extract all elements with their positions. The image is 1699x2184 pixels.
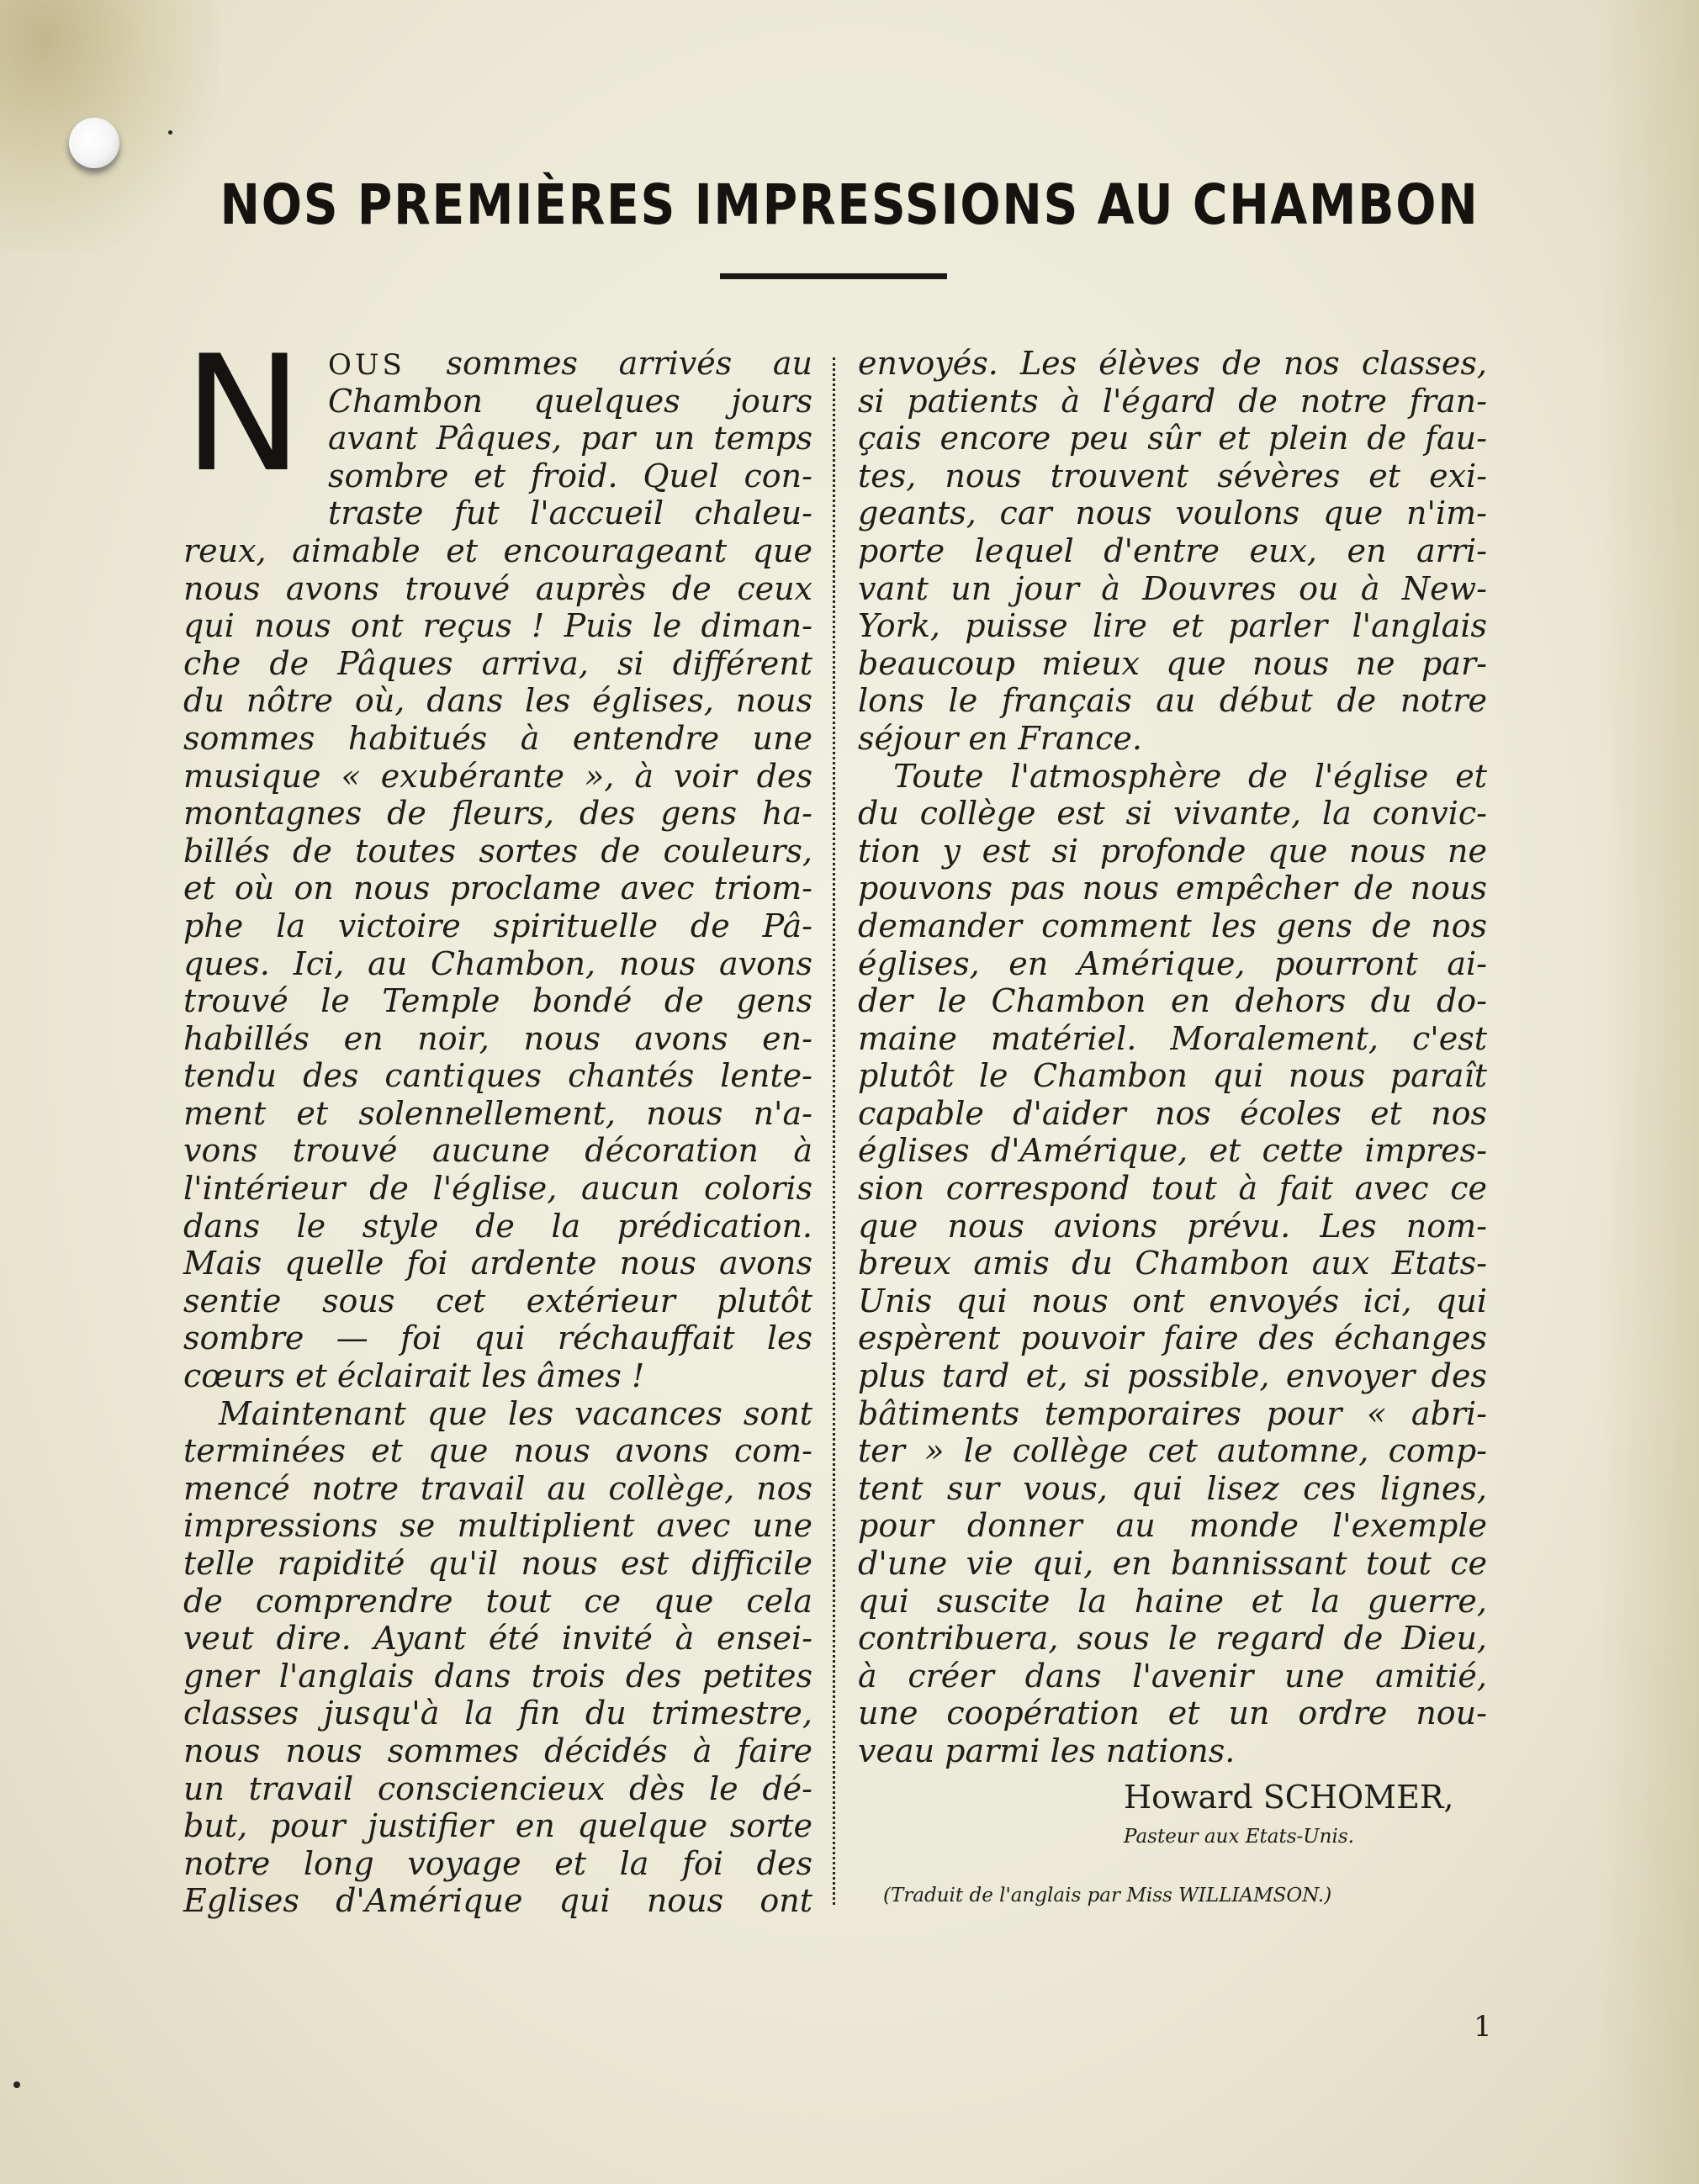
- text-line: der le Chambon en dehors du do-: [858, 982, 1487, 1020]
- text-line: de comprendre tout ce que cela: [183, 1582, 812, 1620]
- page-title: NOS PREMIÈRES IMPRESSIONS AU CHAMBON: [220, 172, 1479, 237]
- text-line: avant Pâques, par un temps: [328, 420, 812, 457]
- text-line: mencé notre travail au collège, nos: [183, 1469, 812, 1507]
- paper-edge-shadow: [1598, 0, 1699, 2184]
- text-line: porte lequel d'entre eux, en arri-: [858, 531, 1487, 569]
- text-line: sentie sous cet extérieur plutôt: [183, 1282, 812, 1319]
- text-line: reux, aimable et encourageant que: [183, 531, 812, 569]
- signature: Howard SCHOMER,: [1124, 1779, 1454, 1816]
- text-line: qui nous ont reçus ! Puis le diman-: [183, 607, 812, 645]
- text-line: une coopération et un ordre nou-: [858, 1695, 1487, 1732]
- speck: [13, 2081, 20, 2088]
- page-number: 1: [1474, 2010, 1492, 2044]
- text-line: maine matériel. Moralement, c'est: [858, 1019, 1487, 1057]
- text-line: traste fut l'accueil chaleu-: [328, 494, 812, 532]
- text-line: pouvons pas nous empêcher de nous: [858, 870, 1487, 907]
- text-line: montagnes de fleurs, des gens ha-: [183, 795, 812, 833]
- text-line: Eglises d'Amérique qui nous ont: [183, 1882, 812, 1920]
- punch-hole: [69, 118, 119, 168]
- text-line: dans le style de la prédication.: [183, 1207, 812, 1245]
- text-line: veut dire. Ayant été invité à ensei-: [183, 1620, 812, 1658]
- right-column: [858, 345, 1487, 1770]
- text-line: geants, car nous voulons que n'im-: [858, 494, 1487, 532]
- text-line: notre long voyage et la foi des: [183, 1844, 812, 1882]
- text-line: tes, nous trouvent sévères et exi-: [858, 457, 1487, 494]
- text-line: du collège est si vivante, la convic-: [858, 795, 1487, 833]
- left-column: [183, 321, 812, 1920]
- text-line: que nous avions prévu. Les nom-: [858, 1207, 1487, 1245]
- text-line: musique « exubérante », à voir des: [183, 757, 812, 795]
- text-line: ques. Ici, au Chambon, nous avons: [183, 944, 812, 982]
- text-line: églises d'Amérique, et cette impres-: [858, 1132, 1487, 1170]
- text-line: tion y est si profonde que nous ne: [858, 832, 1487, 870]
- text-line: à créer dans l'avenir une amitié,: [858, 1657, 1487, 1695]
- text-line: impressions se multiplient avec une: [183, 1507, 812, 1545]
- text-line: breux amis du Chambon aux Etats-: [858, 1245, 1487, 1282]
- text-line: plus tard et, si possible, envoyer des: [858, 1357, 1487, 1395]
- text-line: d'une vie qui, en bannissant tout ce: [858, 1545, 1487, 1582]
- text-line: habillés en noir, nous avons en-: [183, 1019, 812, 1057]
- text-line: contribuera, sous le regard de Dieu,: [858, 1620, 1487, 1658]
- text-line: Maintenant que les vacances sont: [219, 1394, 812, 1432]
- text-line: sombre — foi qui réchauffait les: [183, 1319, 812, 1357]
- text-line: si patients à l'égard de notre fran-: [858, 382, 1487, 420]
- text-line: séjour en France.: [858, 719, 1142, 757]
- text-line: sommes habitués à entendre une: [183, 719, 812, 757]
- text-line: che de Pâques arriva, si différent: [183, 644, 812, 682]
- text-line: sombre et froid. Quel con-: [328, 457, 812, 494]
- speck: [168, 130, 172, 135]
- text-line: nous nous sommes décidés à faire: [183, 1732, 812, 1769]
- text-line: bâtiments temporaires pour « abri-: [858, 1394, 1487, 1432]
- text-line: veau parmi les nations.: [858, 1732, 1236, 1769]
- lead-caps: OUS: [328, 348, 405, 382]
- text-line: tendu des cantiques chantés lente-: [183, 1057, 812, 1095]
- text-line: sion correspond tout à fait avec ce: [858, 1170, 1487, 1208]
- text-line: qui suscite la haine et la guerre,: [858, 1582, 1487, 1620]
- drop-cap: N: [183, 321, 304, 507]
- text-line: Unis qui nous ont envoyés ici, qui: [858, 1282, 1487, 1319]
- text-line: du nôtre où, dans les églises, nous: [183, 682, 812, 720]
- text-line: phe la victoire spirituelle de Pâ-: [183, 907, 812, 944]
- text-line: et où on nous proclame avec triom-: [183, 870, 812, 907]
- text-line: gner l'anglais dans trois des petites: [183, 1657, 812, 1695]
- text-line: ter » le collège cet automne, comp-: [858, 1432, 1487, 1470]
- text-run: sommes arrivés au: [405, 345, 812, 382]
- text-line: vant un jour à Douvres ou à New-: [858, 569, 1487, 607]
- text-line: Mais quelle foi ardente nous avons: [183, 1245, 812, 1282]
- text-line: billés de toutes sortes de couleurs,: [183, 832, 812, 870]
- text-line: l'intérieur de l'église, aucun coloris: [183, 1170, 812, 1208]
- text-line: capable d'aider nos écoles et nos: [858, 1094, 1487, 1132]
- text-line: Toute l'atmosphère de l'église et: [893, 757, 1487, 795]
- text-line: telle rapidité qu'il nous est difficile: [183, 1545, 812, 1582]
- text-line: nous avons trouvé auprès de ceux: [183, 569, 812, 607]
- text-line: tent sur vous, qui lisez ces lignes,: [858, 1469, 1487, 1507]
- text-line: York, puisse lire et parler l'anglais: [858, 607, 1487, 645]
- text-line: vons trouvé aucune décoration à: [183, 1132, 812, 1170]
- text-line: plutôt le Chambon qui nous paraît: [858, 1057, 1487, 1095]
- text-line: Chambon quelques jours: [328, 382, 812, 420]
- text-line: espèrent pouvoir faire des échanges: [858, 1319, 1487, 1357]
- text-line: [183, 345, 812, 383]
- text-line: cœurs et éclairait les âmes !: [183, 1357, 645, 1395]
- text-line: pour donner au monde l'exemple: [858, 1507, 1487, 1545]
- translator-note: (Traduit de l'anglais par Miss WILLIAMSON.): [883, 1885, 1332, 1906]
- text-line: lons le français au début de notre: [858, 682, 1487, 720]
- text-line: envoyés. Les élèves de nos classes,: [858, 345, 1487, 382]
- title-underline: [720, 273, 947, 279]
- signature-title: Pasteur aux Etats-Unis.: [1124, 1826, 1354, 1848]
- text-line: beaucoup mieux que nous ne par-: [858, 644, 1487, 682]
- text-line: ment et solennellement, nous n'a-: [183, 1094, 812, 1132]
- text-line: un travail consciencieux dès le dé-: [183, 1769, 812, 1807]
- text-line: trouvé le Temple bondé de gens: [183, 982, 812, 1020]
- text-line: classes jusqu'à la fin du trimestre,: [183, 1695, 812, 1732]
- column-divider: [833, 357, 835, 1905]
- text-line: but, pour justifier en quelque sorte: [183, 1807, 812, 1845]
- text-line: demander comment les gens de nos: [858, 907, 1487, 944]
- text-line: terminées et que nous avons com-: [183, 1432, 812, 1470]
- text-line: églises, en Amérique, pourront ai-: [858, 944, 1487, 982]
- text-line: çais encore peu sûr et plein de fau-: [858, 420, 1487, 457]
